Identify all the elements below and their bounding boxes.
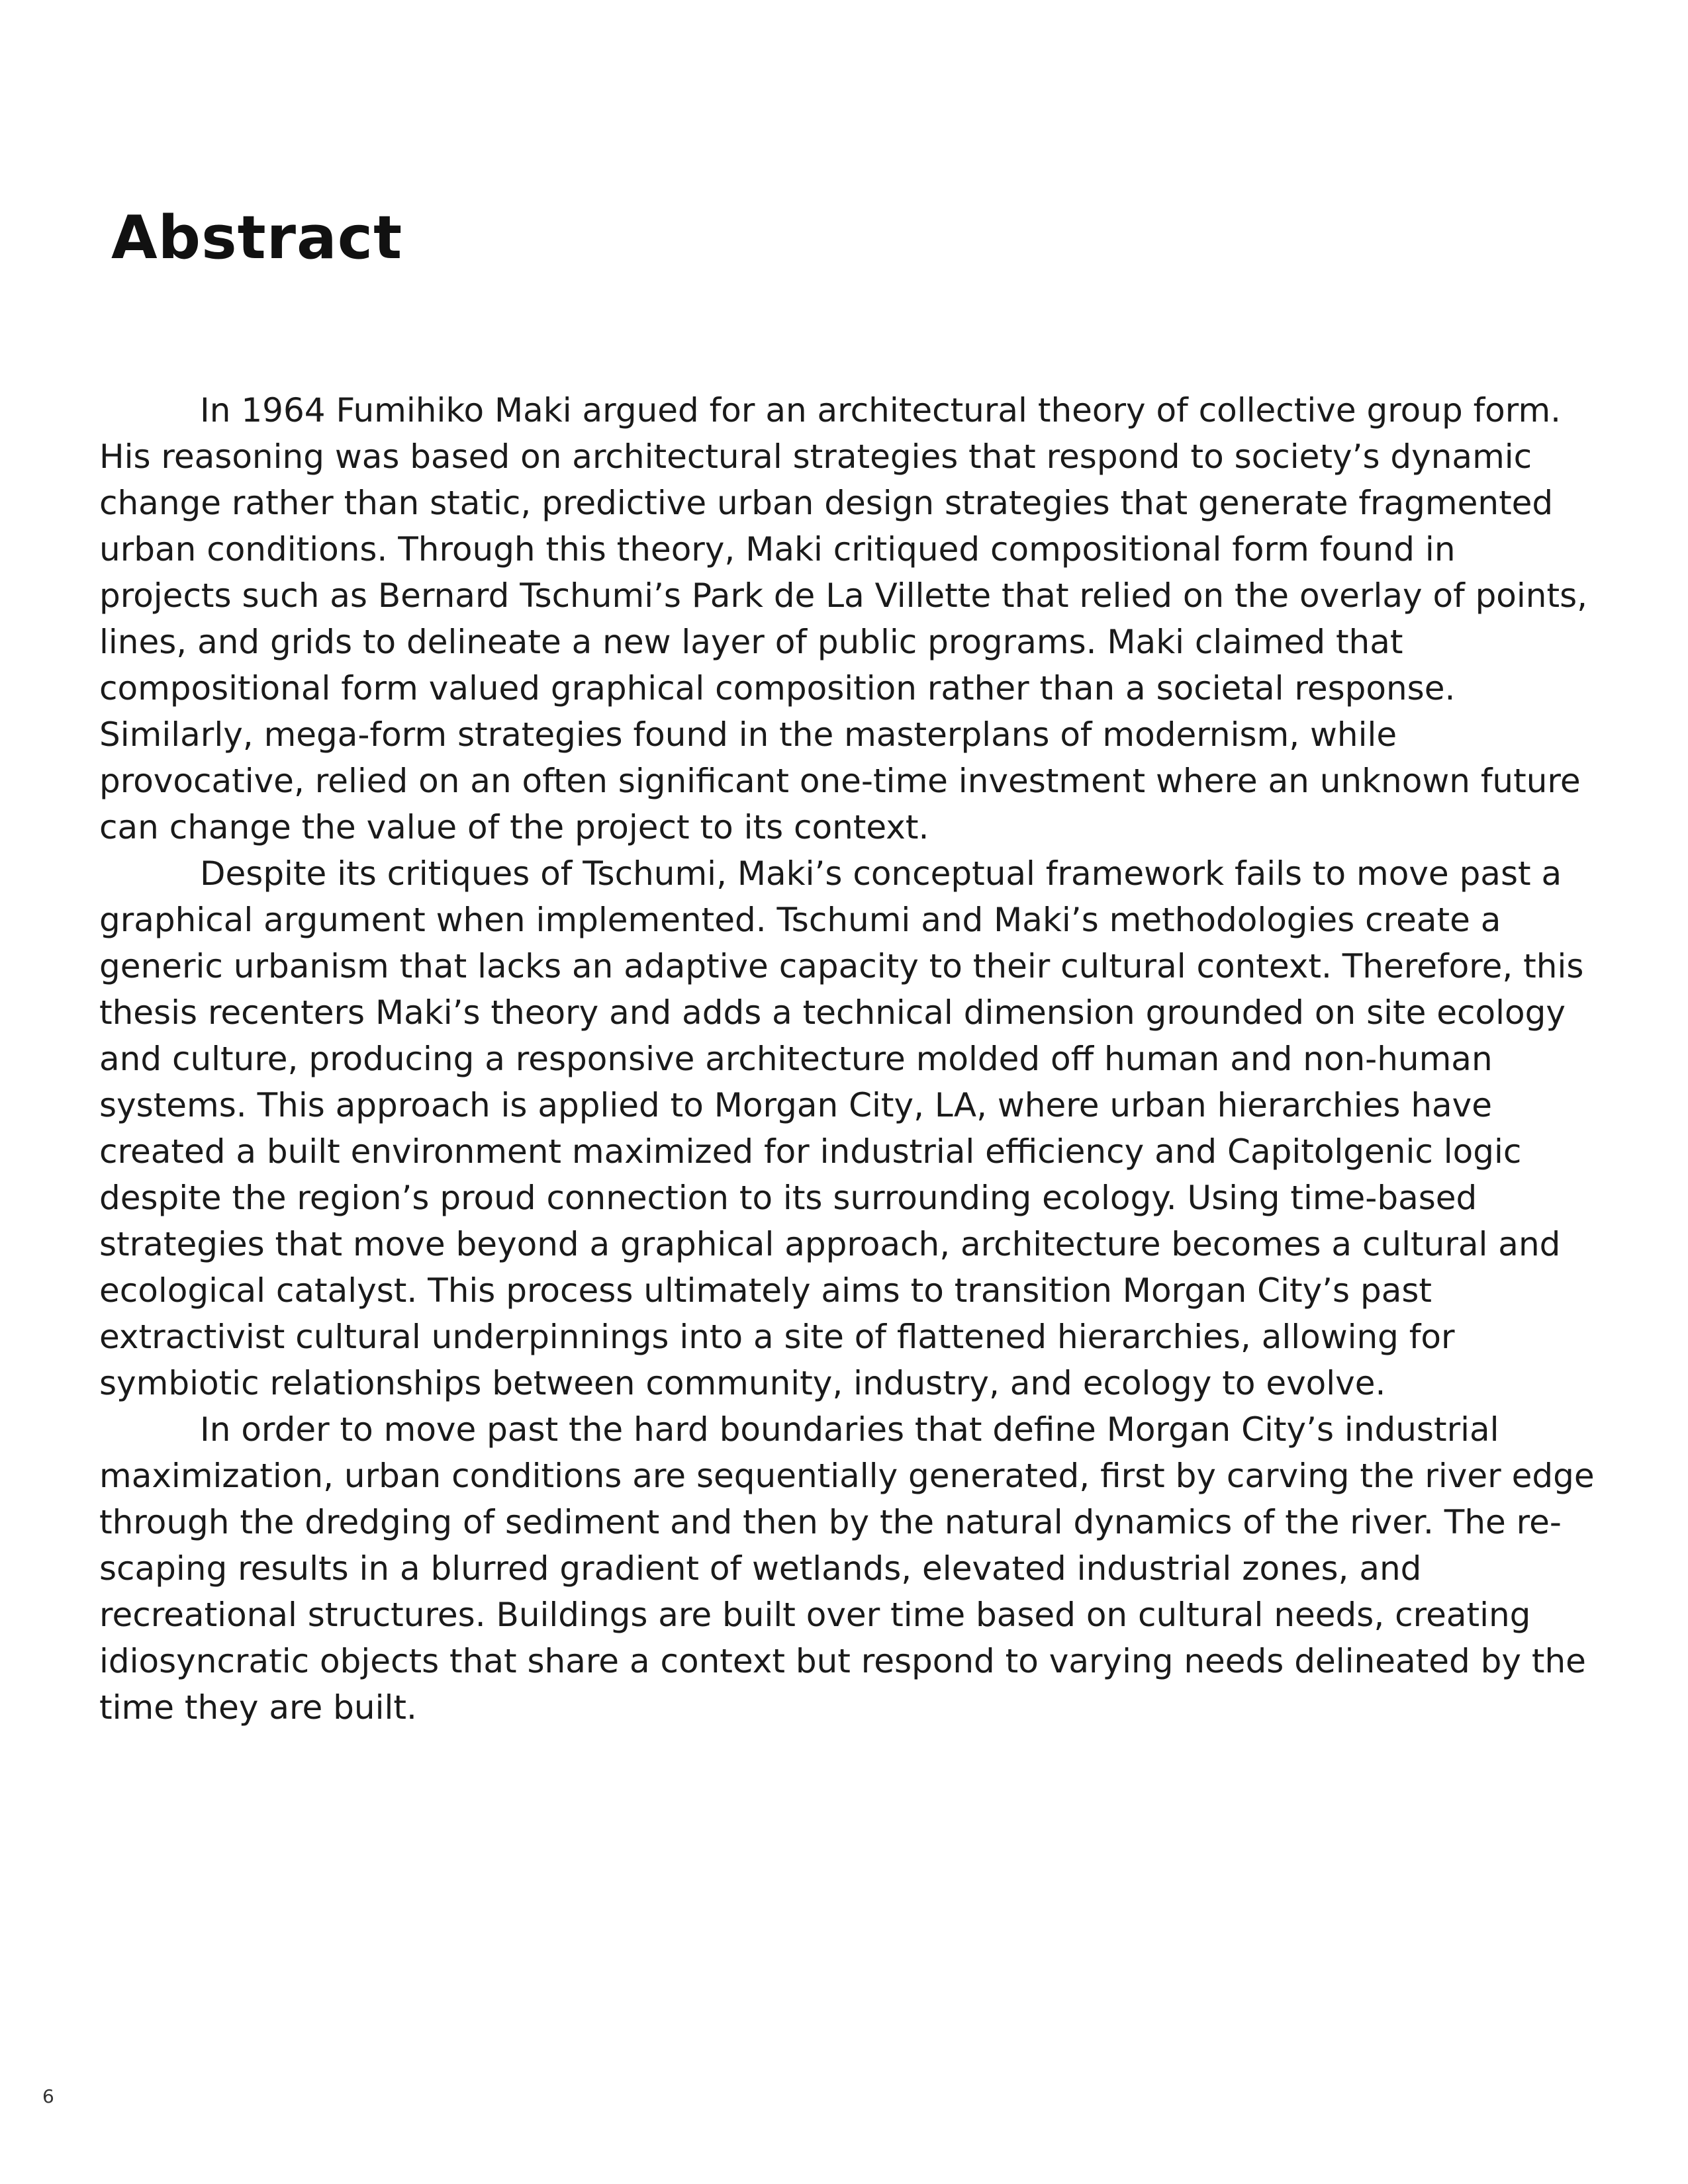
paragraph-3: In order to move past the hard boundaries that define Morgan City’s industrial maximization, urban conditions are sequentially generated, first by carving the river edge through the dredging of sediment and then by the natural dynamics of the river. The re-scaping results in a blurred gradient of wetlands, elevated industrial zones, and recreational structures. Buildings are built over time based on cultural needs, creating idiosyncratic objects that share a context but respond to varying needs delineated by the time they are built.: [99, 1410, 1595, 1727]
paragraph-2: Despite its critiques of Tschumi, Maki’s conceptual framework fails to move past a graphical argument when implemented. Tschumi and Maki’s methodologies create a generic urbanism that lacks an adaptive capacity to their cultural context. Therefore, this thesis recenters Maki’s theory and adds a technical dimension grounded on site ecology and culture, producing a responsive architecture molded off human and non-human systems. This approach is applied to Morgan City, LA, where urban hierarchies have created a built environment maximized for industrial efficiency and Capitolgenic logic despite the region’s proud connection to its surrounding ecology. Using time-based strategies that move beyond a graphical approach, architecture becomes a cultural and ecological catalyst. This process ultimately aims to transition Morgan City’s past extractivist cultural underpinnings into a site of flattened hierarchies, allowing for symbiotic relationships between community, industry, and ecology to evolve.: [99, 854, 1584, 1402]
page-title: Abstract: [111, 203, 403, 273]
paragraph-1: In 1964 Fumihiko Maki argued for an architectural theory of collective group form. His reasoning was based on architectural strategies that respond to society’s dynamic change rather than static, predictive urban design strategies that generate fragmented urban conditions. Through this theory, Maki critiqued compositional form found in projects such as Bernard Tschumi’s Park de La Villette that relied on the overlay of points, lines, and grids to delineate a new layer of public programs. Maki claimed that compositional form valued graphical composition rather than a societal response. Similarly, mega-form strategies found in the masterplans of modernism, while provocative, relied on an often significant one-time investment where an unknown future can change the value of the project to its context.: [99, 391, 1588, 846]
abstract-body: [99, 387, 1595, 1731]
page-number: 6: [42, 2085, 54, 2107]
